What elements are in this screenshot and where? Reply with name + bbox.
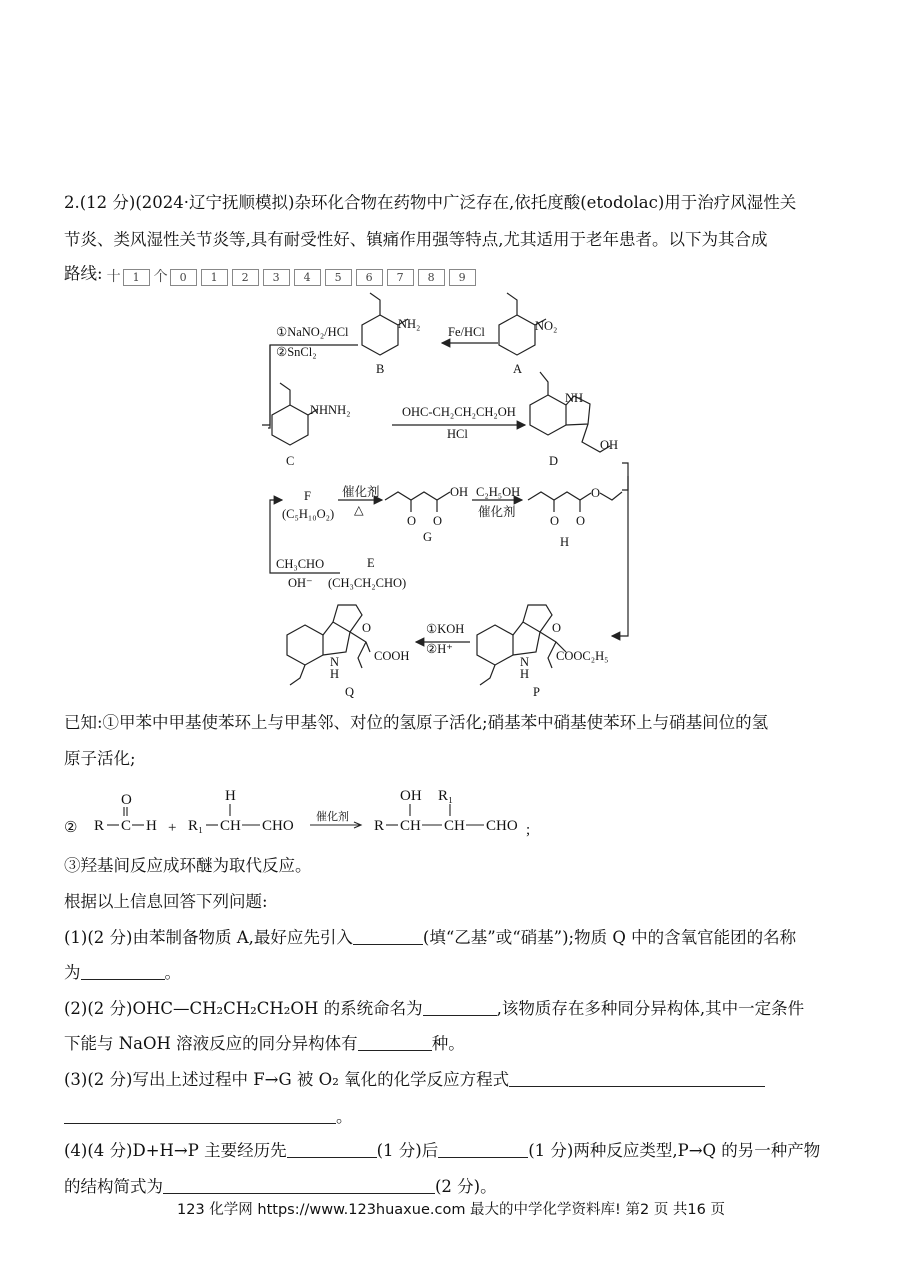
cooh-label: COOH (374, 649, 410, 663)
prod-r-label: R (374, 818, 385, 834)
c-label: C (121, 818, 132, 834)
h-top-label: H (225, 788, 236, 804)
q3-text-b: 。 (336, 1107, 353, 1126)
prod-ch1-label: CH (400, 818, 421, 834)
h-o1: O (550, 514, 560, 528)
q1-blank-1[interactable] (353, 928, 423, 945)
grid-cell: 2 (232, 269, 259, 286)
label-g: G (423, 530, 433, 544)
p-h: H (520, 667, 530, 681)
q4-blank-2[interactable] (438, 1141, 528, 1158)
catalyst-label-1: 催化剂 (342, 485, 380, 499)
label-f: F (304, 489, 311, 503)
arrow-dh-to-p (612, 476, 628, 636)
cho-label: CHO (262, 818, 294, 834)
grid-cell: 4 (294, 269, 321, 286)
question-line-1: 2.(12 分)(2024·辽宁抚顺模拟)杂环化合物在药物中广泛存在,依托度酸(etodolac)用于治疗风湿性关 (64, 193, 797, 212)
q4-blank-3[interactable] (163, 1177, 435, 1194)
q-n: N (330, 655, 340, 669)
questions-intro: 根据以上信息回答下列问题: (64, 892, 268, 911)
q2-text-c: 下能与 NaOH 溶液反应的同分异构体有 (64, 1034, 358, 1053)
ch-label: CH (220, 818, 241, 834)
q1-blank-2[interactable] (81, 963, 165, 980)
q3-line-2 (64, 1106, 353, 1128)
label-p: P (533, 685, 540, 699)
g-o1: O (407, 514, 417, 528)
q2-blank-2[interactable] (358, 1034, 432, 1051)
grid-cell: 7 (387, 269, 414, 286)
known-line-3: ③羟基间反应成环醚为取代反应。 (64, 856, 312, 875)
label-d: D (549, 454, 559, 468)
grid-cell: 0 (170, 269, 197, 286)
page-footer: 123 化学网 https://www.123huaxue.com 最大的中学化学资料库! 第2 页 共16 页 (177, 1202, 725, 1218)
q2-blank-1[interactable] (423, 999, 497, 1016)
compound-g-structure (385, 492, 450, 512)
catalyst-label: 催化剂 (316, 811, 349, 823)
ohminus-label: OH⁻ (288, 576, 313, 590)
g-oh-label: OH (450, 485, 469, 499)
r-label: R (94, 818, 105, 834)
q4-text-b: (1 分)后 (376, 1141, 439, 1160)
fe-hcl-label: Fe/HCl (448, 325, 485, 339)
p-n: N (520, 655, 530, 669)
q2-text-a: (2)(2 分)OHC—CH₂CH₂CH₂OH 的系统命名为 (64, 999, 423, 1018)
q4-text-d: 的结构简式为 (64, 1177, 163, 1196)
grid-label: 十 (106, 269, 121, 285)
label-h: H (560, 535, 570, 549)
g-o2: O (433, 514, 443, 528)
o-label: O (121, 792, 132, 808)
q4-text-a: (4)(4 分)D+H→P 主要经历先 (64, 1141, 287, 1160)
grid-cell: 6 (356, 269, 383, 286)
h-o2: O (576, 514, 586, 528)
q3-line-1 (64, 1069, 765, 1091)
label-q: Q (345, 685, 355, 699)
q3-blank-2[interactable] (64, 1107, 336, 1124)
p-ring-o: O (552, 621, 562, 635)
koh-label: ①KOH (426, 622, 465, 636)
q2-line-2 (64, 1033, 465, 1055)
f-formula: (C₅H₁₀O₂) (282, 507, 335, 521)
aldehyde-label: OHC-CH₂CH₂CH₂OH (402, 405, 516, 419)
q4-line-1 (64, 1140, 820, 1162)
q2-text-d: 种。 (431, 1034, 465, 1053)
label-b: B (376, 362, 385, 376)
compound-d-structure (530, 372, 610, 452)
nh2-label: NH₂ (398, 317, 421, 331)
prod-oh-label: OH (400, 788, 422, 804)
prod-cho-label: CHO (486, 818, 518, 834)
bracket-d-h (622, 463, 628, 490)
route-label: 路线: (64, 264, 103, 283)
no2-label: NO₂ (535, 319, 558, 333)
compound-h-structure (528, 492, 622, 512)
hplus-label: ②H⁺ (426, 642, 453, 656)
reaction-index: ② (64, 820, 78, 836)
step2-label: ②SnCl₂ (276, 345, 317, 359)
q4-blank-1[interactable] (287, 1141, 377, 1158)
r1-label: R₁ (188, 818, 204, 834)
grid-cell: 1 (123, 269, 150, 286)
nh-label: NH (565, 391, 584, 405)
q1-text-b: (填“乙基”或“硝基”);物质 Q 中的含氧官能团的名称 (422, 928, 797, 947)
prod-r1-label: R₁ (438, 788, 454, 804)
nhnh2-label: NHNH₂ (310, 403, 351, 417)
q-h: H (330, 667, 340, 681)
grid-cell: 1 (201, 269, 228, 286)
label-e: E (367, 556, 375, 570)
cooet-label: COOC₂H₅ (556, 649, 609, 663)
q4-text-c: (1 分)两种反应类型,P→Q 的另一种产物 (528, 1141, 821, 1160)
semicolon: ; (526, 822, 531, 838)
heat-label: △ (354, 503, 364, 517)
h-label: H (146, 818, 157, 834)
c2h5oh-label: C₂H₅OH (476, 485, 521, 499)
q1-line-1 (64, 927, 796, 949)
compound-q-structure (287, 605, 370, 685)
q1-text-a: (1)(2 分)由苯制备物质 A,最好应先引入 (64, 928, 353, 947)
q1-line-2 (64, 962, 181, 984)
grid-cell: 5 (325, 269, 352, 286)
q1-text-c: 为 (64, 963, 81, 982)
label-c: C (286, 454, 295, 468)
label-a: A (513, 362, 523, 376)
h-ester-o: O (591, 486, 601, 500)
plus-sign: + (168, 820, 177, 836)
q-ring-o: O (362, 621, 372, 635)
ch3cho-label: CH₃CHO (276, 557, 325, 571)
oh-label: OH (600, 438, 619, 452)
e-formula: (CH₃CH₂CHO) (328, 576, 407, 590)
known-line-1: 已知:①甲苯中甲基使苯环上与甲基邻、对位的氢原子活化;硝基苯中硝基使苯环上与硝基间位的氢 (64, 713, 769, 732)
q3-blank-1[interactable] (509, 1070, 765, 1087)
q1-text-d: 。 (164, 963, 181, 982)
catalyst-label-2: 催化剂 (478, 505, 516, 519)
hcl-label: HCl (447, 427, 468, 441)
grid-cell: 8 (418, 269, 445, 286)
question-line-2: 节炎、类风湿性关节炎等,具有耐受性好、镇痛作用强等特点,尤其适用于老年患者。以下为其合成 (64, 230, 768, 249)
grid-label: 个 (153, 269, 168, 285)
q4-text-e: (2 分)。 (435, 1177, 497, 1196)
step1-label: ①NaNO₂/HCl (276, 325, 349, 339)
prod-ch2-label: CH (444, 818, 465, 834)
known-line-2: 原子活化; (64, 749, 136, 768)
q2-line-1 (64, 998, 804, 1020)
q3-text-a: (3)(2 分)写出上述过程中 F→G 被 O₂ 氧化的化学反应方程式 (64, 1070, 510, 1089)
grid-cell: 3 (263, 269, 290, 286)
q4-line-2 (64, 1176, 497, 1198)
grid-cell: 9 (449, 269, 476, 286)
known-reaction-2 (60, 780, 580, 842)
q2-text-b: ,该物质存在多种同分异构体,其中一定条件 (496, 999, 805, 1018)
